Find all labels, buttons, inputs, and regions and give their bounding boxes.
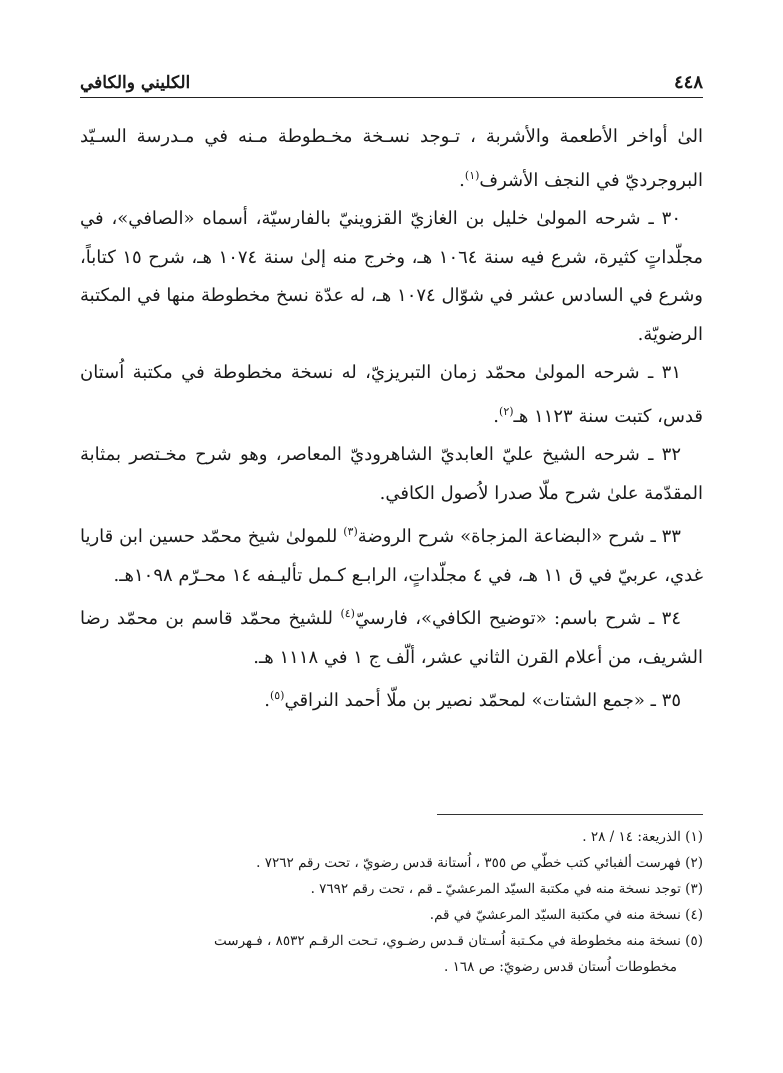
main-text [80, 118, 703, 721]
footnote-ref[interactable]: (٤) [340, 607, 355, 620]
footnotes [80, 824, 703, 980]
paragraph-item-32: ٣٢ ـ شرحه الشيخ عليّ العابديّ الشاهروديّ المعاصر، وهو شرح مخـتصر بمثابة المقدّمة علىٰ شرح ملّا صدرا لاُصول الكافي. [80, 444, 703, 504]
footnote-item: (١) الذريعة: ١٤ / ٢٨ . [582, 829, 703, 845]
footnote-item: (٥) نسخة منه مخطوطة في مكـتبة اُسـتان قـدس رضـوي، تـحت الرقـم ٨٥٣٢ ، فـهرست مخطوطات اُستان قدس رضويّ: ص ١٦٨ . [80, 928, 703, 980]
paragraph-item-33: ٣٣ ـ شرح «البضاعة المزجاة» شرح الروضة$^{(٣)}$ للمولىٰ شيخ محمّد حسين ابن قاريا غدي، عربيّ في ق ١١ هـ، في ٤ مجلّداتٍ، الرابـع كـمل تأليـفه ١٤ محـرّم ١٠٩٨هـ. [80, 525, 703, 586]
page-number: ٤٤٨ [673, 72, 703, 93]
footnote-item: (٢) فهرست ألفبائي كتب خطّي ص ٣٥٥ ، اُستانة قدس رضويّ ، تحت رقم ٧٢٦٢ . [256, 855, 703, 871]
running-header [80, 64, 703, 98]
footnote-continuation: مخطوطات اُستان قدس رضويّ: ص ١٦٨ . [444, 959, 677, 975]
paragraph-item-35: ٣٥ ـ «جمع الشتات» لمحمّد نصير بن ملّا أحمد النراقي$^{(٥)}$. [264, 689, 681, 711]
footnote-ref[interactable]: (١) [464, 168, 480, 182]
paragraph-item-34: ٣٤ ـ شرح باسم: «توضيح الكافي»، فارسيّ$^{(٤)}$ للشيخ محمّد قاسم بن محمّد رضا الشريف، من أعلام القرن الثاني عشر، ألّف ج ١ في ١١١٨ هـ. [80, 607, 703, 668]
footnote-item: (٤) نسخة منه في مكتبة السيّد المرعشيّ في قم. [429, 907, 703, 923]
running-title: الكليني والكافي [80, 73, 191, 93]
footnote-ref[interactable]: (٥) [269, 689, 285, 702]
paragraph-continuation: الىٰ أواخر الأطعمة والأشربة ، تـوجد نسـخة مخـطوطة مـنه في مـدرسة السـيّد البروجرديّ في النجف الأشرف$^{(١)}$. [80, 126, 703, 191]
footnote-ref[interactable]: (٣) [343, 525, 358, 538]
footnote-ref[interactable]: (٢) [499, 404, 514, 418]
paragraph-item-31: ٣١ ـ شرحه المولىٰ محمّد زمان التبريزيّ، له نسخة مخطوطة في مكتبة اُستان قدس، كتبت سنة ١١٢٣ هـ$^{(٢)}$. [80, 362, 703, 427]
footnote-item: (٣) توجد نسخة منه في مكتبة السيّد المرعشيّ ـ قم ، تحت رقم ٧٦٩٢ . [310, 881, 703, 897]
footnote-separator [437, 814, 703, 815]
paragraph-item-30: ٣٠ ـ شرحه المولىٰ خليل بن الغازيّ القزوينيّ بالفارسيّة، أسماه «الصافي»، في مجلّداتٍ كثيرة، شرع فيه سنة ١٠٦٤ هـ، وخرج منه إلىٰ سنة ١٠٧٤ هـ، شرح ١٥ كتاباً، وشرع في السادس عشر في شوّال ١٠٧٤ هـ، له عدّة نسخ مخطوطة منها في المكتبة الرضويّة. [80, 208, 704, 345]
